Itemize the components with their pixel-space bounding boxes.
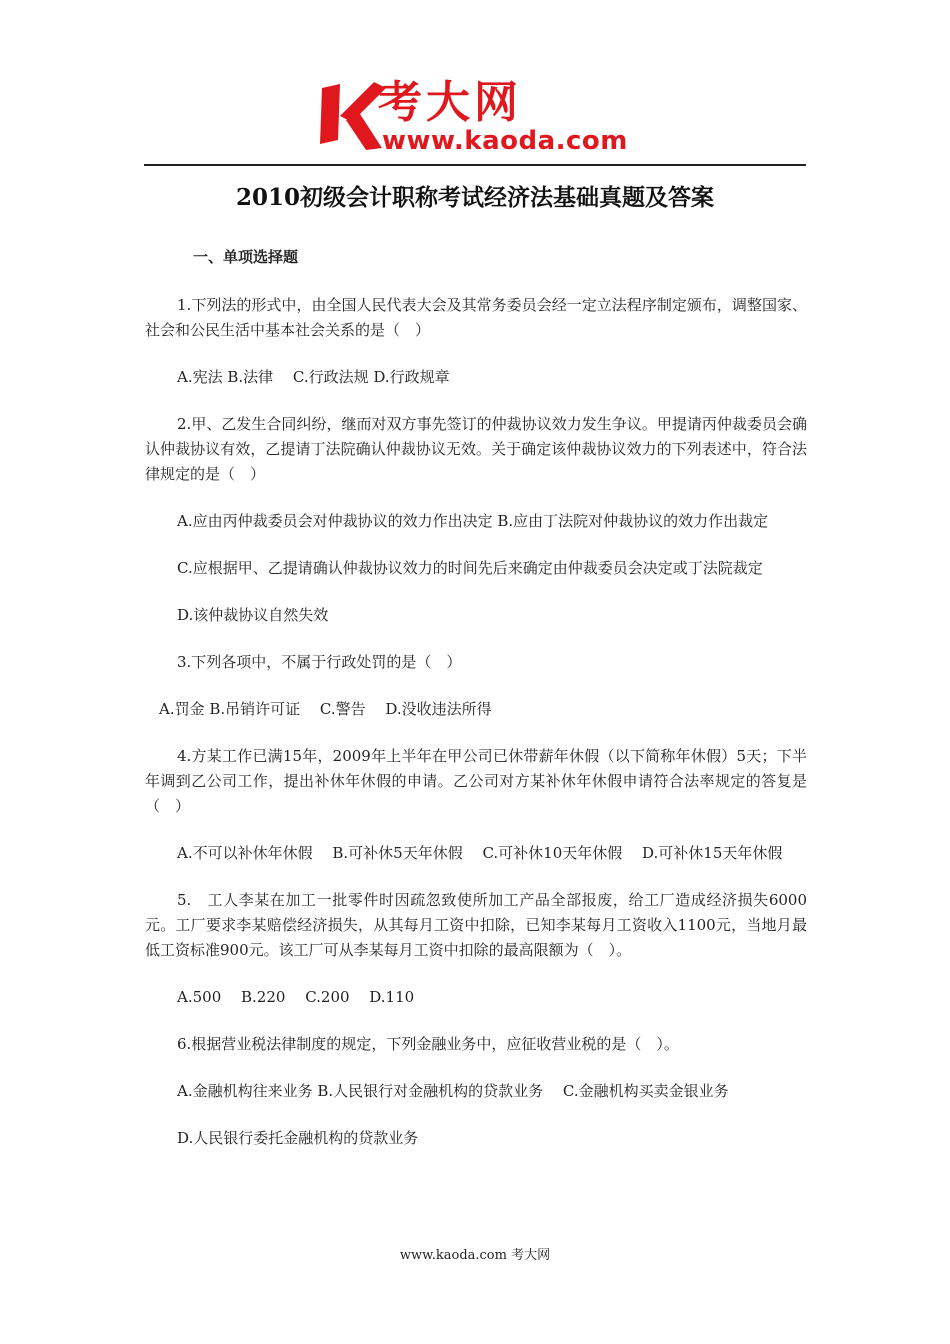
- question-6-options-abc: A.金融机构往来业务 B.人民银行对金融机构的贷款业务 C.金融机构买卖金银业务: [177, 1082, 729, 1100]
- question-5: 5. 工人李某在加工一批零件时因疏忽致使所加工产品全部报废，给工厂造成经济损失6000元。工厂要求李某赔偿经济损失，从其每月工资中扣除，已知李某每月工资收入1100元，当地月最低工资标准900元。该工厂可从李某每月工资中扣除的最高限额为（ ）。: [145, 891, 807, 959]
- document-body: [145, 246, 807, 1173]
- header-divider: [144, 164, 806, 166]
- question-3-options: A.罚金 B.吊销许可证 C.警告 D.没收违法所得: [159, 700, 492, 718]
- question-2-option-d: D.该仲裁协议自然失效: [177, 606, 329, 624]
- question-4: 4.方某工作已满15年，2009年上半年在甲公司已休带薪年休假（以下简称年休假）5天；下半年调到乙公司工作，提出补休年休假的申请。乙公司对方某补休年休假申请符合法率规定的答复是（ ）: [145, 747, 807, 815]
- question-2-option-c: C.应根据甲、乙提请确认仲裁协议效力的时间先后来确定由仲裁委员会决定或丁法院裁定: [177, 559, 763, 577]
- question-6: 6.根据营业税法律制度的规定，下列金融业务中，应征收营业税的是（ ）。: [177, 1035, 679, 1053]
- question-1-options: A.宪法 B.法律 C.行政法规 D.行政规章: [177, 368, 450, 386]
- question-5-options: A.500 B.220 C.200 D.110: [177, 988, 415, 1006]
- section-heading: 一、单项选择题: [193, 248, 299, 266]
- page-title: 2010初级会计职称考试经济法基础真题及答案: [235, 184, 714, 211]
- question-4-options: A.不可以补休年休假 B.可补休5天年休假 C.可补休10天年休假 D.可补休15天年休假: [177, 844, 783, 862]
- question-2-options-ab: A.应由丙仲裁委员会对仲裁协议的效力作出决定 B.应由丁法院对仲裁协议的效力作出裁定: [177, 512, 769, 530]
- question-2: 2.甲、乙发生合同纠纷，继而对双方事先签订的仲裁协议效力发生争议。甲提请丙仲裁委员会确认仲裁协议有效，乙提请丁法院确认仲裁协议无效。关于确定该仲裁协议效力的下列表述中，符合法律规定的是（ ）: [145, 415, 807, 483]
- question-1: 1.下列法的形式中，由全国人民代表大会及其常务委员会经一定立法程序制定颁布，调整国家、社会和公民生活中基本社会关系的是（ ）: [145, 296, 807, 339]
- question-3: 3.下列各项中，不属于行政处罚的是（ ）: [177, 653, 462, 671]
- question-6-option-d: D.人民银行委托金融机构的贷款业务: [177, 1129, 419, 1147]
- page-footer: www.kaoda.com 考大网: [399, 1248, 551, 1263]
- logo-brand-cn: 考大网: [378, 77, 522, 128]
- kaoda-logo: [316, 78, 646, 158]
- logo-brand-url: www.kaoda.com: [382, 126, 628, 156]
